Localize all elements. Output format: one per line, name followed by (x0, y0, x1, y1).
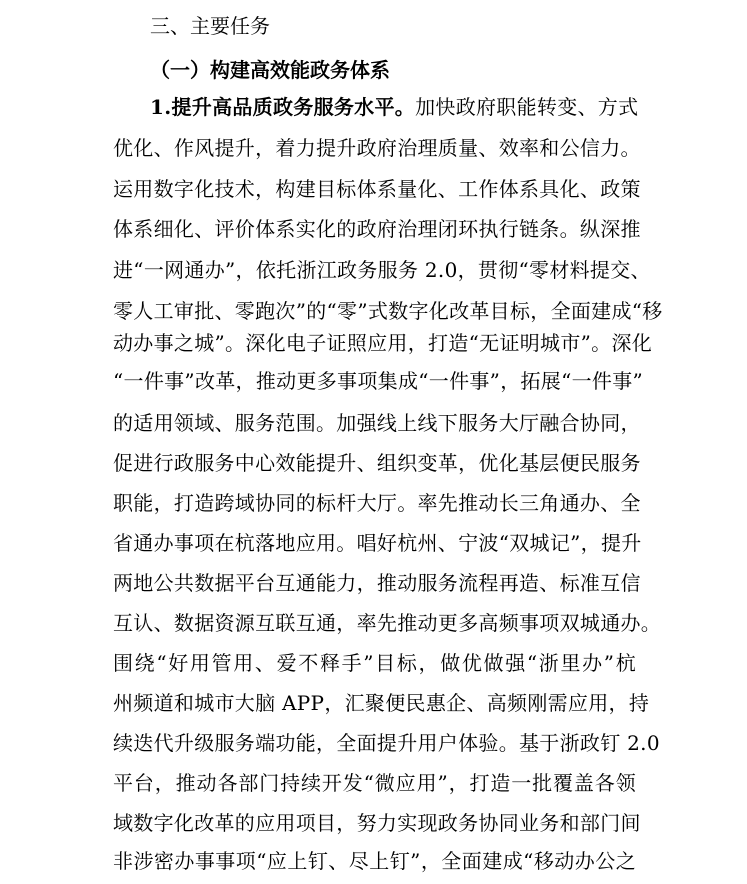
paragraph-line: 优化、作风提升，着力提升政府治理质量、效率和公信力。 (113, 136, 641, 160)
section-heading: 三、主要任务 (150, 14, 270, 38)
paragraph-lead: 1.提升高品质政务服务水平。 (150, 95, 416, 119)
paragraph-line: 零人工审批、零跑次”的“零”式数字化改革目标，全面建成“移 (113, 299, 663, 323)
paragraph-line: 职能，打造跨域协同的标杆大厅。率先推动长三角通办、全 (113, 491, 641, 515)
sub-heading: （一）构建高效能政务体系 (150, 58, 390, 82)
paragraph-line: 非涉密办事事项“应上钉、尽上钉”，全面建成“移动办公之 (113, 849, 637, 873)
paragraph-line (150, 92, 638, 122)
paragraph-line-text: 加快政府职能转变、方式 (415, 95, 639, 119)
paragraph-line: 平台，推动各部门持续开发“微应用”，打造一批覆盖各领 (113, 771, 637, 795)
paragraph-line: 续迭代升级服务端功能，全面提升用户体验。基于浙政钉 2.0 (113, 731, 660, 755)
paragraph-line: 体系细化、评价体系实化的政府治理闭环执行链条。纵深推 (113, 217, 641, 241)
paragraph-line: 省通办事项在杭落地应用。唱好杭州、宁波“双城记”，提升 (113, 531, 642, 555)
paragraph-line: 两地公共数据平台互通能力，推动服务流程再造、标准互信 (113, 571, 641, 595)
paragraph-line: 州频道和城市大脑 APP，汇聚便民惠企、高频刚需应用，持 (113, 691, 650, 715)
paragraph-line: 域数字化改革的应用项目，努力实现政务协同业务和部门间 (113, 811, 641, 835)
paragraph-line: 运用数字化技术，构建目标体系量化、工作体系具化、政策 (113, 177, 641, 201)
paragraph-line: “一件事”改革，推动更多事项集成“一件事”，拓展“一件事” (113, 369, 644, 393)
paragraph-line: 围绕“好用管用、爱不释手”目标，做优做强“浙里办”杭 (113, 651, 638, 675)
paragraph-line: 进“一网通办”，依托浙江政务服务 2.0，贯彻“零材料提交、 (113, 258, 651, 282)
paragraph-line: 的适用领域、服务范围。加强线上线下服务大厅融合协同， (113, 411, 641, 435)
paragraph-line: 促进行政服务中心效能提升、组织变革，优化基层便民服务 (113, 451, 641, 475)
paragraph-line: 互认、数据资源互联互通，率先推动更多高频事项双城通办。 (113, 611, 662, 635)
paragraph-line: 动办事之城”。深化电子证照应用，打造“无证明城市”。深化 (113, 331, 653, 355)
